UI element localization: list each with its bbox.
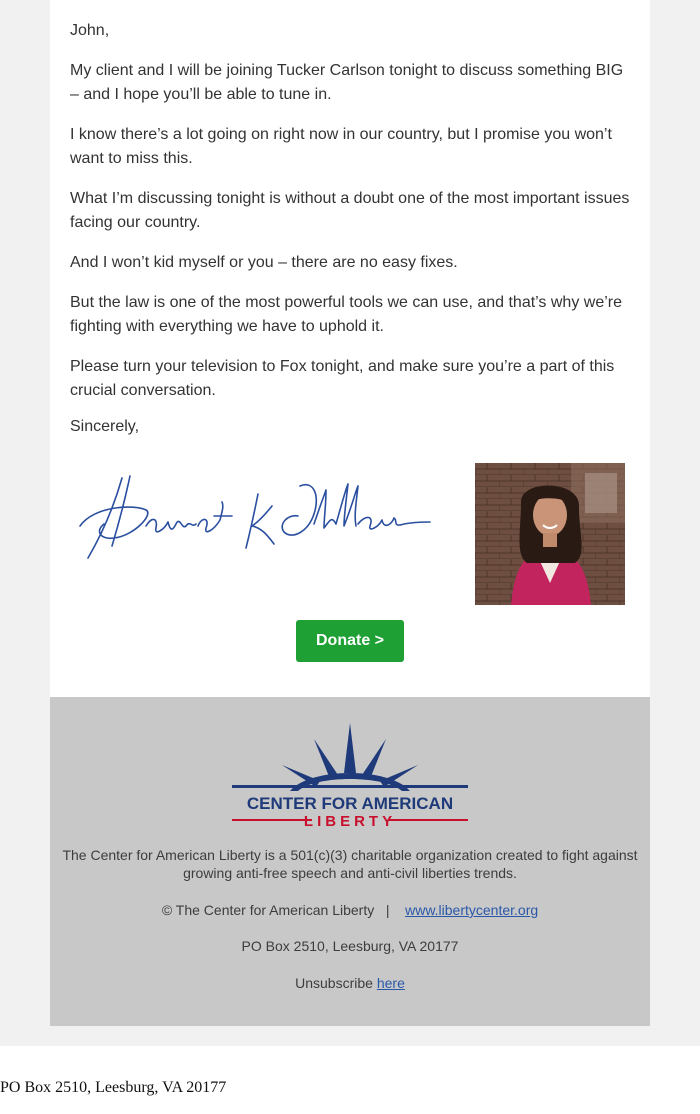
email-body	[70, 19, 635, 455]
paragraph-2: I know there’s a lot going on right now in our country, but I promise you won’t want to miss this.	[70, 126, 612, 167]
footer-address: PO Box 2510, Leesburg, VA 20177	[241, 938, 459, 954]
website-link[interactable]: www.libertycenter.org	[405, 902, 539, 918]
logo-text-line2: LIBERTY	[303, 813, 397, 829]
unsubscribe-line	[50, 974, 650, 992]
paragraph-5: But the law is one of the most powerful tools we can use, and that’s why we’re fighting with everything we have to uphold it.	[70, 294, 622, 335]
unsubscribe-label: Unsubscribe	[295, 975, 373, 991]
unsubscribe-link[interactable]: here	[376, 975, 405, 991]
copyright-line	[50, 901, 650, 919]
paragraph-3: What I’m discussing tonight is without a doubt one of the most important issues facing our country.	[70, 190, 630, 231]
center-for-american-liberty-logo	[226, 719, 474, 829]
donate-button[interactable]: Donate >	[296, 620, 404, 662]
greeting: John,	[70, 22, 110, 39]
separator: |	[385, 902, 390, 918]
email-card	[50, 0, 650, 697]
logo-text-line1: CENTER FOR AMERICAN	[246, 794, 454, 813]
signature-image	[74, 466, 434, 566]
mission-statement: The Center for American Liberty is a 501(c)(3) charitable organization created to fight against growing anti-free speech and anti-civil liberties trends.	[62, 847, 638, 881]
email-footer	[50, 697, 650, 1026]
closing: Sincerely,	[70, 418, 140, 435]
paragraph-6: Please turn your television to Fox tonight, and make sure you’re a part of this crucial conversation.	[70, 358, 615, 399]
page-footer-address: PO Box 2510, Leesburg, VA 20177	[0, 1079, 227, 1096]
copyright-text: © The Center for American Liberty	[161, 902, 375, 918]
paragraph-4: And I won’t kid myself or you – there are no easy fixes.	[70, 254, 458, 271]
author-photo	[475, 463, 625, 605]
portrait-image	[475, 463, 625, 605]
paragraph-1: My client and I will be joining Tucker Carlson tonight to discuss something BIG – and I hope you’ll be able to tune in.	[70, 62, 624, 103]
